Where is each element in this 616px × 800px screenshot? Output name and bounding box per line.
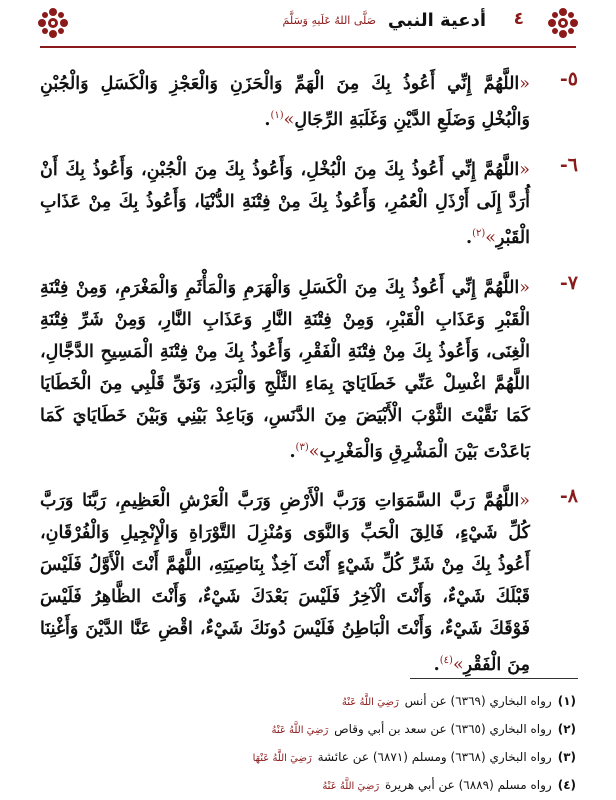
footnote-number: (٤) — [557, 778, 576, 792]
footnote-item — [40, 744, 576, 772]
open-quote: « — [519, 74, 530, 94]
footnote-ref[interactable]: (١) — [270, 110, 284, 121]
hadith-entry — [40, 154, 578, 254]
footnote-number: (٢) — [557, 722, 576, 736]
hadith-text-block: «اللَّهُمَّ إِنِّي أَعُوذُ بِكَ مِنَ الْكَسَلِ وَالْهَرَمِ وَالْمَأْثَمِ وَالْمَغْرَمِ، وَمِنْ فِتْنَةِ الْقَبْرِ وَعَذَابِ الْقَبْرِ، وَمِنْ فِتْنَةِ النَّارِ وَعَذَابِ النَّارِ، وَمِنْ شَرِّ فِتْنَةِ الْغِنَى، وَأَعُوذُ بِكَ مِنْ فِتْنَةِ الْفَقْرِ، وَأَعُوذُ بِكَ مِنْ فِتْنَةِ الْمَسِيحِ الدَّجَّالِ، اللَّهُمَّ اغْسِلْ عَنِّي خَطَايَايَ بِمَاءِ الثَّلْجِ وَالْبَرَدِ، وَنَقِّ قَلْبِي مِنَ الْخَطَايَا كَمَا نَقَّيْتَ الثَّوْبَ الْأَبْيَضَ مِنَ الدَّنَسِ، وَبَاعِدْ بَيْنِي وَبَيْنَ خَطَايَايَ كَمَا بَاعَدْتَ بَيْنَ الْمَشْرِقِ وَالْمَغْرِبِ»$^{(٣)}$. — [40, 277, 530, 462]
floral-ornament-icon — [36, 6, 70, 40]
hadith-number: ٦- — [559, 153, 578, 176]
hadith-number: ٧- — [559, 271, 578, 294]
honorific: رَضِيَ اللَّهُ عَنْهُ — [341, 697, 399, 708]
footnote-item — [40, 716, 576, 744]
floral-ornament-icon — [546, 6, 580, 40]
footnote-text: رواه البخاري (٦٣٦٥) عن سعد بن أبي وقاص — [334, 722, 552, 736]
book-title: أدعية النبي — [387, 10, 486, 31]
close-quote: » — [308, 441, 320, 462]
page-header — [40, 6, 576, 48]
close-quote: » — [485, 227, 497, 248]
trailing-period: . — [433, 655, 440, 676]
salawat-calligraphy: صَلَّى اللهُ عَلَيهِ وَسَلَّمَ — [282, 14, 376, 27]
hadith-text: اللَّهُمَّ إِنِّي أَعُوذُ بِكَ مِنَ الْكَسَلِ وَالْهَرَمِ وَالْمَأْثَمِ وَالْمَغْرَمِ، وَمِنْ فِتْنَةِ الْقَبْرِ وَعَذَابِ الْقَبْرِ، وَمِنْ فِتْنَةِ النَّارِ وَعَذَابِ النَّارِ، وَمِنْ شَرِّ فِتْنَةِ الْغِنَى، وَأَعُوذُ بِكَ مِنْ فِتْنَةِ الْفَقْرِ، وَأَعُوذُ بِكَ مِنْ فِتْنَةِ الْمَسِيحِ الدَّجَّالِ، اللَّهُمَّ اغْسِلْ عَنِّي خَطَايَايَ بِمَاءِ الثَّلْجِ وَالْبَرَدِ، وَنَقِّ قَلْبِي مِنَ الْخَطَايَا كَمَا نَقَّيْتَ الثَّوْبَ الْأَبْيَضَ مِنَ الدَّنَسِ، وَبَاعِدْ بَيْنِي وَبَيْنَ خَطَايَايَ كَمَا بَاعَدْتَ بَيْنَ الْمَشْرِقِ وَالْمَغْرِبِ — [40, 277, 530, 462]
honorific: رَضِيَ اللَّهُ عَنْهُ — [271, 725, 329, 736]
footnote-item — [40, 688, 576, 716]
hadith-text: اللَّهُمَّ رَبَّ السَّمَوَاتِ وَرَبَّ الْأَرْضِ وَرَبَّ الْعَرْشِ الْعَظِيمِ، رَبَّنَا وَرَبَّ كُلِّ شَيْءٍ، فَالِقَ الْحَبِّ وَالنَّوَى وَمُنْزِلَ التَّوْرَاةِ وَالْإِنْجِيلِ وَالْفُرْقَانِ، أَعُوذُ بِكَ مِنْ شَرِّ كُلِّ شَيْءٍ أَنْتَ آخِذٌ بِنَاصِيَتِهِ، اللَّهُمَّ أَنْتَ الْأَوَّلُ فَلَيْسَ قَبْلَكَ شَيْءٌ، وَأَنْتَ الْآخِرُ فَلَيْسَ بَعْدَكَ شَيْءٌ، وَأَنْتَ الظَّاهِرُ فَلَيْسَ فَوْقَكَ شَيْءٌ، وَأَنْتَ الْبَاطِنُ فَلَيْسَ دُونَكَ شَيْءٌ، اقْضِ عَنَّا الدَّيْنَ وَأَغْنِنَا مِنَ الْفَقْرِ — [40, 491, 530, 676]
footnote-number: (٣) — [557, 750, 576, 764]
hadith-entry — [40, 272, 578, 468]
hadith-entry — [40, 68, 578, 136]
footnote-number: (١) — [557, 694, 576, 708]
hadith-text-block — [40, 485, 530, 681]
hadith-number: ٨- — [559, 485, 578, 508]
hadith-number: ٥- — [559, 68, 578, 90]
hadith-entry — [40, 485, 578, 681]
hadith-list — [40, 68, 578, 699]
footnote-divider — [410, 678, 578, 679]
honorific: رَضِيَ اللَّهُ عَنْهُ — [322, 781, 380, 792]
hadith-text-block: «اللَّهُمَّ إِنِّي أَعُوذُ بِكَ مِنَ الْبُخْلِ، وَأَعُوذُ بِكَ مِنَ الْجُبْنِ، وَأَعُوذُ بِكَ أَنْ أُرَدَّ إِلَى أَرْذَلِ الْعُمُرِ، وَأَعُوذُ بِكَ مِنْ فِتْنَةِ الدُّنْيَا، وَأَعُوذُ بِكَ مِنْ عَذَابِ الْقَبْرِ»$^{(٢)}$. — [40, 159, 530, 248]
footnote-text: رواه مسلم (٦٨٨٩) عن أبي هريرة — [385, 778, 552, 792]
close-quote: » — [452, 655, 464, 676]
open-quote: « — [519, 159, 530, 180]
footnote-text: رواه البخاري (٦٣٦٩) عن أنس — [404, 694, 552, 708]
open-quote: « — [519, 491, 530, 512]
open-quote: « — [519, 277, 530, 298]
hadith-text: اللَّهُمَّ إِنِّي أَعُوذُ بِكَ مِنَ الْبُخْلِ، وَأَعُوذُ بِكَ مِنَ الْجُبْنِ، وَأَعُوذُ بِكَ أَنْ أُرَدَّ إِلَى أَرْذَلِ الْعُمُرِ، وَأَعُوذُ بِكَ مِنْ فِتْنَةِ الدُّنْيَا، وَأَعُوذُ بِكَ مِنْ عَذَابِ الْقَبْرِ — [40, 159, 530, 248]
footnotes — [40, 688, 576, 800]
footnote-ref[interactable]: (٣) — [295, 441, 309, 453]
footnote-text: رواه البخاري (٦٣٦٨) ومسلم (٦٨٧١) عن عائشة — [317, 750, 552, 764]
hadith-text-block: «اللَّهُمَّ إِنِّي أَعُوذُ بِكَ مِنَ الْهَمِّ وَالْحَزَنِ وَالْعَجْزِ وَالْكَسَلِ وَالْجُبْنِ وَالْبُخْلِ وَضَلَعِ الدَّيْنِ وَغَلَبَةِ الرِّجَالِ»$^{(١)}$. — [40, 74, 530, 130]
footnote-ref[interactable]: (٢) — [472, 227, 486, 239]
page-number: ٤ — [513, 9, 524, 29]
footnote-ref[interactable]: (٤) — [439, 655, 453, 667]
footnote-item — [40, 772, 576, 800]
hadith-text: اللَّهُمَّ إِنِّي أَعُوذُ بِكَ مِنَ الْهَمِّ وَالْحَزَنِ وَالْعَجْزِ وَالْكَسَلِ وَالْجُبْنِ وَالْبُخْلِ وَضَلَعِ الدَّيْنِ وَغَلَبَةِ الرِّجَالِ — [40, 74, 530, 130]
honorific: رَضِيَ اللَّهُ عَنْهَا — [252, 753, 312, 764]
close-quote: » — [283, 109, 295, 130]
